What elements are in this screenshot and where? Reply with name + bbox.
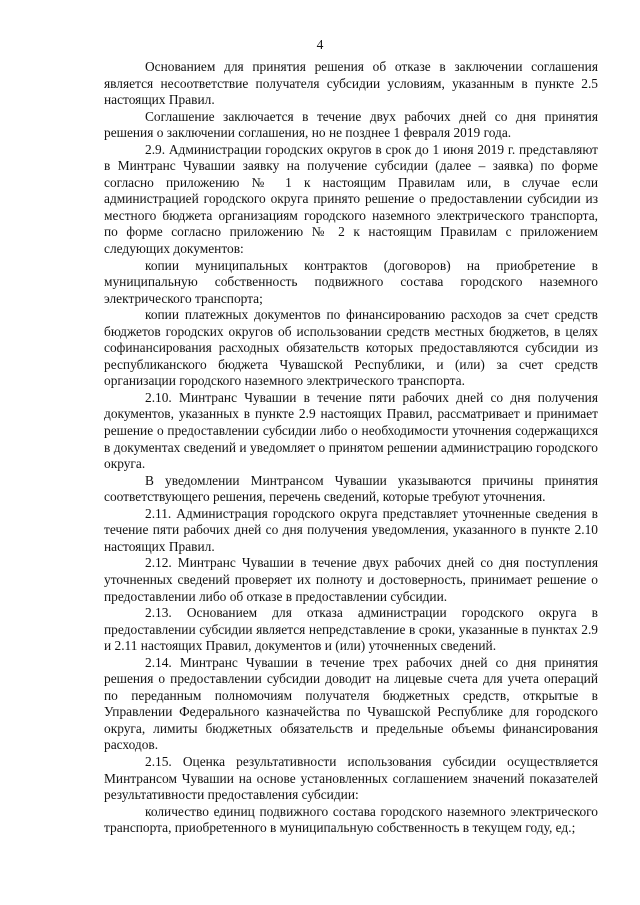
paragraph: 2.15. Оценка результативности использования субсидии осуществляется Минтрансом Чувашии на основе установленных соглашением значений показателей результативности предоставления субсидии: [104, 753, 598, 803]
paragraph: Основанием для принятия решения об отказе в заключении соглашения является несоответствие получателя субсидии условиям, указанным в пункте 2.5 настоящих Правил. [104, 59, 598, 108]
paragraph: копии платежных документов по финансированию расходов за счет средств бюджетов городских округов об использовании средств местных бюджетов, в целях софинансирования расходных обязательств которых предоставляются субсидии из республиканского бюджета Чувашской Республики, и (или) за счет средств организации городского наземного электрического транспорта. [104, 307, 598, 389]
page-number: 4 [316, 37, 324, 52]
paragraph: копии муниципальных контрактов (договоров) на приобретение в муниципальную собственность подвижного состава городского наземного электрического транспорта; [104, 257, 598, 306]
paragraph: 2.14. Минтранс Чувашии в течение трех рабочих дней со дня принятия решения о предоставлении субсидии доводит на лицевые счета для учета операций по переданным полномочиям получателя бюджетных средств, открытые в Управлении Федерального казначейства по Чувашской Республике для городского округа, лимиты бюджетных обязательств и предельные объемы финансирования расходов. [104, 654, 598, 753]
document-body [104, 59, 598, 837]
paragraph: 2.9. Администрации городских округов в срок до 1 июня 2019 г. представляют в Минтранс Чувашии заявку на получение субсидии (далее – заявка) по форме согласно приложению № 1 к настоящим Правилам или, в случае если администрацией городского округа принято решение о предоставлении субсидии из местного бюджета организациям городского наземного электрического транспорта, по форме согласно приложению № 2 к настоящим Правилам с приложением следующих документов: [104, 141, 598, 257]
paragraph: 2.10. Минтранс Чувашии в течение пяти рабочих дней со дня получения документов, указанных в пункте 2.9 настоящих Правил, рассматривает и принимает решение о предоставлении субсидии либо о необходимости уточнения содержащихся в документах сведений и уведомляет о принятом решении администрацию городского округа. [104, 389, 598, 472]
paragraph: количество единиц подвижного состава городского наземного электрического транспорта, приобретенного в муниципальную собственность в текущем году, ед.; [104, 803, 598, 836]
paragraph: Соглашение заключается в течение двух рабочих дней со дня принятия решения о заключении соглашения, но не позднее 1 февраля 2019 года. [104, 108, 598, 141]
paragraph: 2.13. Основанием для отказа администрации городского округа в предоставлении субсидии является непредставление в сроки, указанные в пунктах 2.9 и 2.11 настоящих Правил, документов и (или) уточненных сведений. [104, 605, 598, 654]
paragraph: В уведомлении Минтрансом Чувашии указываются причины принятия соответствующего решения, перечень сведений, которые требуют уточнения. [104, 472, 598, 505]
paragraph: 2.11. Администрация городского округа представляет уточненные сведения в течение пяти рабочих дней со дня получения уведомления, указанного в пункте 2.10 настоящих Правил. [104, 505, 598, 554]
paragraph: 2.12. Минтранс Чувашии в течение двух рабочих дней со дня поступления уточненных сведений проверяет их полноту и достоверность, принимает решение о предоставлении либо об отказе в предоставлении субсидии. [104, 555, 598, 604]
